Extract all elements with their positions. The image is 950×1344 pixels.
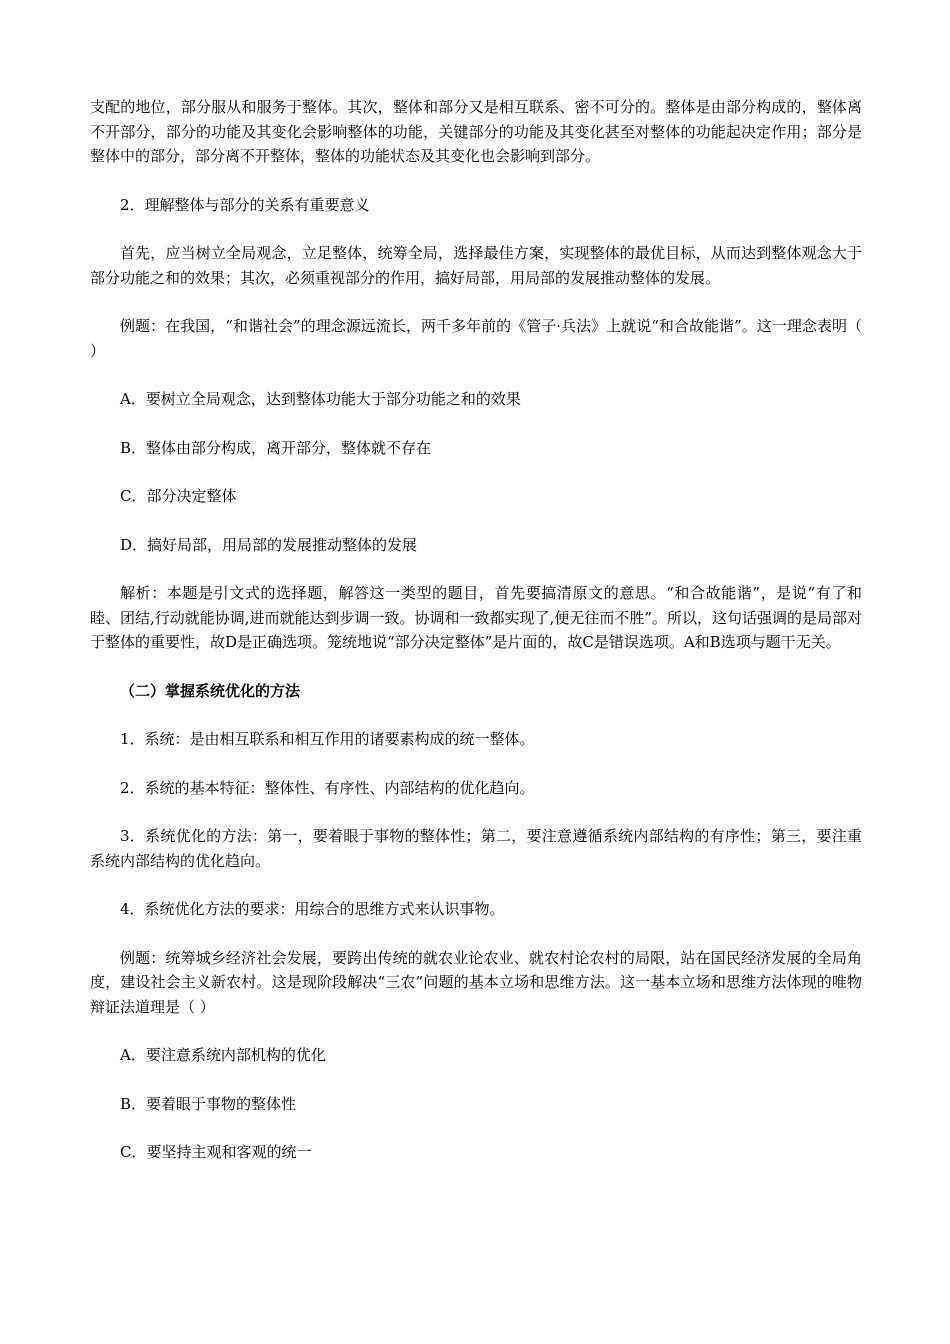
option-1-b: B．整体由部分构成，离开部分，整体就不存在 xyxy=(120,438,432,457)
example-question-2: 例题：统筹城乡经济社会发展，要跨出传统的就农业论农业、就农村论农村的局限，站在国民经济发展的全局角度，建设社会主义新农村。这是现阶段解决“三农”问题的基本立场和思维方法。这一基本立场和思维方法体现的唯物辩证法道理是（ ） xyxy=(90,948,862,1016)
option-2-a: A．要注意系统内部机构的优化 xyxy=(120,1046,326,1064)
point-system-features: 2．系统的基本特征：整体性、有序性、内部结构的优化趋向。 xyxy=(120,778,535,797)
option-2-c: C．要坚持主观和客观的统一 xyxy=(120,1143,312,1161)
analysis-1: 解析：本题是引文式的选择题，解答这一类型的题目，首先要搞清原文的意思。“和合故能谐”，是说“有了和睦、团结,行动就能协调,进而就能达到步调一致。协调和一致都实现了,便无往而不胜”。所以，这句话强调的是局部对于整体的重要性，故D是正确选项。笼统地说“部分决定整体”是片面的，故C是错误选项。A和B选项与题干无关。 xyxy=(90,584,862,651)
example-question-1: 例题：在我国，“和谐社会”的理念源远流长，两千多年前的《管子·兵法》上就说“和合故能谐”。这一理念表明（ ） xyxy=(90,317,862,360)
option-1-d: D．搞好局部，用局部的发展推动整体的发展 xyxy=(120,535,418,554)
point-optimization-requirements: 4．系统优化方法的要求：用综合的思维方式来认识事物。 xyxy=(120,900,505,918)
section-heading-system-optimization: （二）掌握系统优化的方法 xyxy=(120,681,301,700)
point-system-definition: 1．系统：是由相互联系和相互作用的诸要素构成的统一整体。 xyxy=(120,730,535,748)
point-optimization-methods: 3．系统优化的方法：第一，要着眼于事物的整体性；第二，要注意遵循系统内部结构的有序性；第三，要注重系统内部结构的优化趋向。 xyxy=(90,827,862,870)
option-2-b: B．要着眼于事物的整体性 xyxy=(120,1094,297,1113)
document-page xyxy=(90,95,862,1165)
heading-significance: 2．理解整体与部分的关系有重要意义 xyxy=(120,195,370,214)
paragraph-whole-part-relation: 支配的地位，部分服从和服务于整体。其次，整体和部分又是相互联系、密不可分的。整体是由部分构成的，整体离不开部分，部分的功能及其变化会影响整体的功能，关键部分的功能及其变化甚至对整体的功能起决定作用；部分是整体中的部分，部分离不开整体，整体的功能状态及其变化也会影响到部分。 xyxy=(90,98,862,165)
paragraph-significance: 首先，应当树立全局观念，立足整体，统筹全局，选择最佳方案，实现整体的最优目标，从而达到整体观念大于部分功能之和的效果；其次，必须重视部分的作用，搞好局部，用局部的发展推动整体的发展。 xyxy=(90,244,862,287)
option-1-c: C．部分决定整体 xyxy=(120,487,237,505)
option-1-a: A．要树立全局观念，达到整体功能大于部分功能之和的效果 xyxy=(120,390,521,408)
